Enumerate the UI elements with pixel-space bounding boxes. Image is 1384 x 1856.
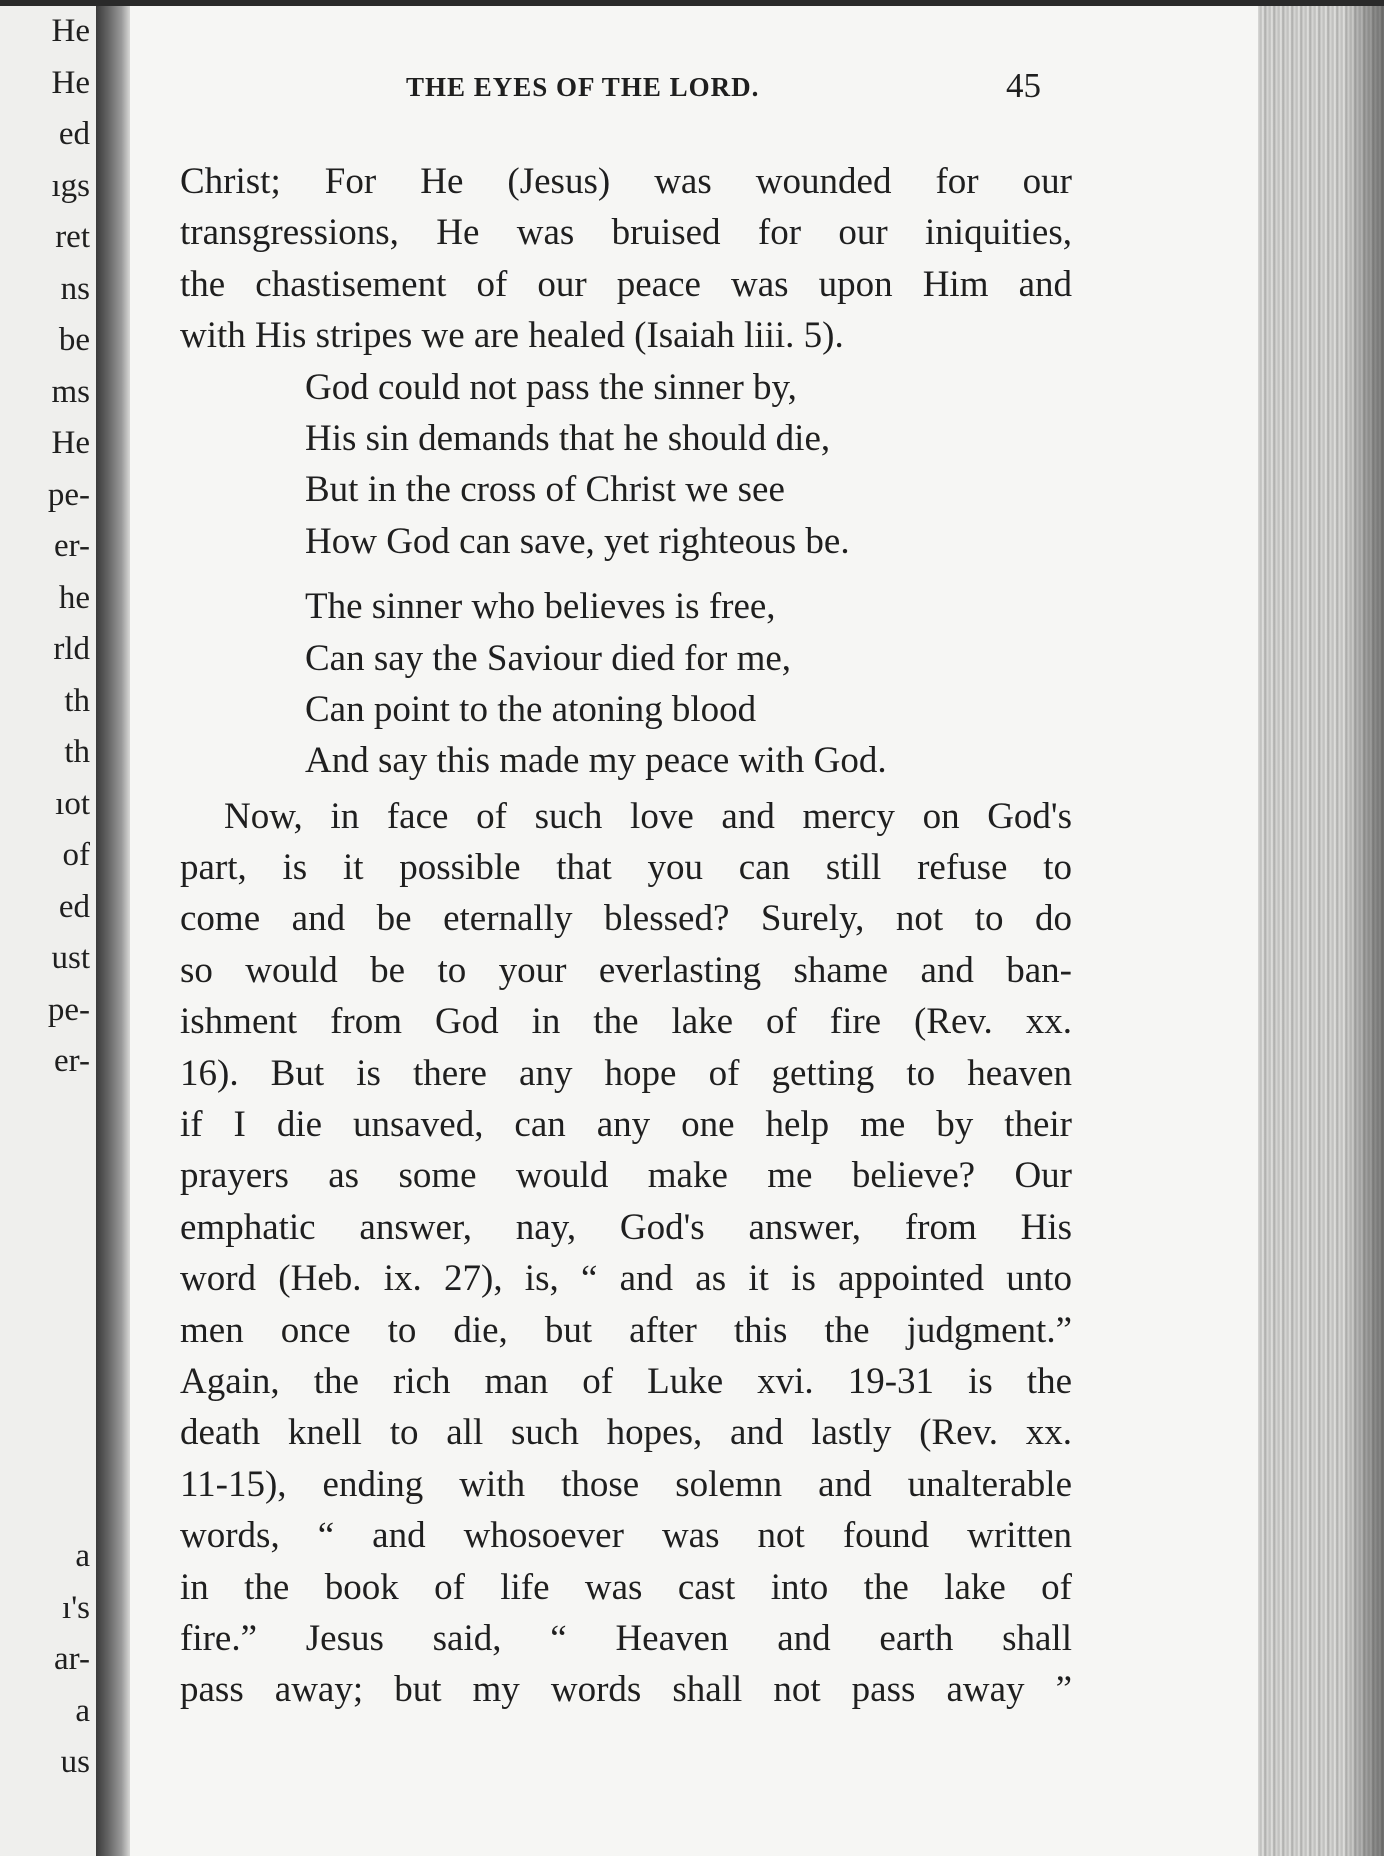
body-text [180, 156, 1072, 1716]
fragment-line: rld [53, 631, 90, 667]
fragment-line: th [64, 734, 90, 770]
verse-line: Can point to the atoning blood [305, 688, 757, 730]
fragment-line: of [62, 837, 90, 873]
fragment-line: ıot [55, 785, 90, 822]
text-line: death knell to all such hopes, and lastly (Rev. xx. [180, 1412, 1072, 1454]
text-line: come and be eternally blessed? Surely, not to do [180, 898, 1072, 940]
stanza-gap [180, 567, 1072, 581]
fragment-line: ar- [54, 1641, 90, 1677]
text-line: transgressions, He was bruised for our iniquities, [180, 212, 1072, 254]
fragment-line: ed [58, 888, 90, 925]
text-line: Again, the rich man of Luke xvi. 19-31 is the [180, 1360, 1072, 1402]
left-page-fragments-lower [0, 1531, 90, 1789]
fragment-line: He [51, 64, 90, 101]
text-line: with His stripes we are healed (Isaiah liii. 5). [180, 315, 844, 357]
fragment-line: pe- [47, 476, 90, 513]
text-line: fire.” Jesus said, “ Heaven and earth shall [180, 1617, 1072, 1659]
book-gutter [96, 6, 130, 1856]
left-facing-page [0, 6, 96, 1856]
fragment-line: be [58, 322, 90, 358]
text-line: 11-15), ending with those solemn and unalterable [180, 1463, 1072, 1505]
fragment-line: pe- [47, 991, 90, 1028]
verse-line: His sin demands that he should die, [305, 417, 831, 459]
text-line: pass away; but my words shall not pass away ” [180, 1669, 1072, 1711]
fragment-line: ns [60, 270, 90, 307]
text-line: prayers as some would make me believe? Our [180, 1155, 1072, 1197]
fragment-line: er- [54, 528, 90, 564]
verse-line: Can say the Saviour died for me, [305, 637, 792, 679]
fragment-line: he [58, 579, 90, 616]
text-line: words, “ and whosoever was not found written [180, 1515, 1072, 1557]
fragment-line: ıgs [51, 167, 90, 204]
text-line: men once to die, but after this the judgment.” [180, 1309, 1072, 1351]
verse-line: But in the cross of Christ we see [305, 469, 785, 511]
fragment-line: a [75, 1692, 90, 1729]
verse-line: How God can save, yet righteous be. [305, 520, 850, 562]
text-line: Christ; For He (Jesus) was wounded for our [180, 161, 1072, 202]
page-number: 45 [1006, 66, 1041, 105]
fragment-line: He [51, 425, 90, 461]
text-line: the chastisement of our peace was upon Him and [180, 263, 1072, 305]
book-page [130, 6, 1258, 1856]
fragment-line: He [51, 13, 90, 49]
fragment-line: ust [51, 940, 90, 976]
text-line: emphatic answer, nay, God's answer, from His [180, 1206, 1072, 1248]
verse-line: God could not pass the sinner by, [305, 366, 797, 408]
fragment-line: er- [54, 1043, 90, 1079]
text-line: so would be to your everlasting shame and ban- [180, 949, 1072, 991]
running-head: THE EYES OF THE LORD. [406, 72, 760, 102]
fragment-line: ı's [62, 1589, 90, 1626]
text-line: in the book of life was cast into the lake of [180, 1566, 1072, 1608]
fragment-line: a [75, 1538, 90, 1574]
text-line: Now, in face of such love and mercy on God's [224, 795, 1072, 837]
fragment-line: th [64, 682, 90, 719]
verse-line: The sinner who believes is free, [305, 586, 776, 628]
text-line: 16). But is there any hope of getting to heaven [180, 1052, 1072, 1094]
text-line: ishment from God in the lake of fire (Rev. xx. [180, 1001, 1072, 1043]
verse-line: And say this made my peace with God. [305, 740, 887, 782]
fragment-line: ret [55, 219, 90, 255]
text-line: if I die unsaved, can any one help me by their [180, 1104, 1072, 1146]
left-page-fragments-upper [0, 6, 90, 1088]
page-edges-stack [1258, 6, 1384, 1856]
fragment-line: us [60, 1744, 90, 1780]
fragment-line: ed [58, 116, 90, 152]
text-line: part, is it possible that you can still refuse to [180, 847, 1072, 889]
fragment-line: ms [51, 373, 90, 410]
text-line: word (Heb. ix. 27), is, “ and as it is appointed unto [180, 1258, 1072, 1300]
